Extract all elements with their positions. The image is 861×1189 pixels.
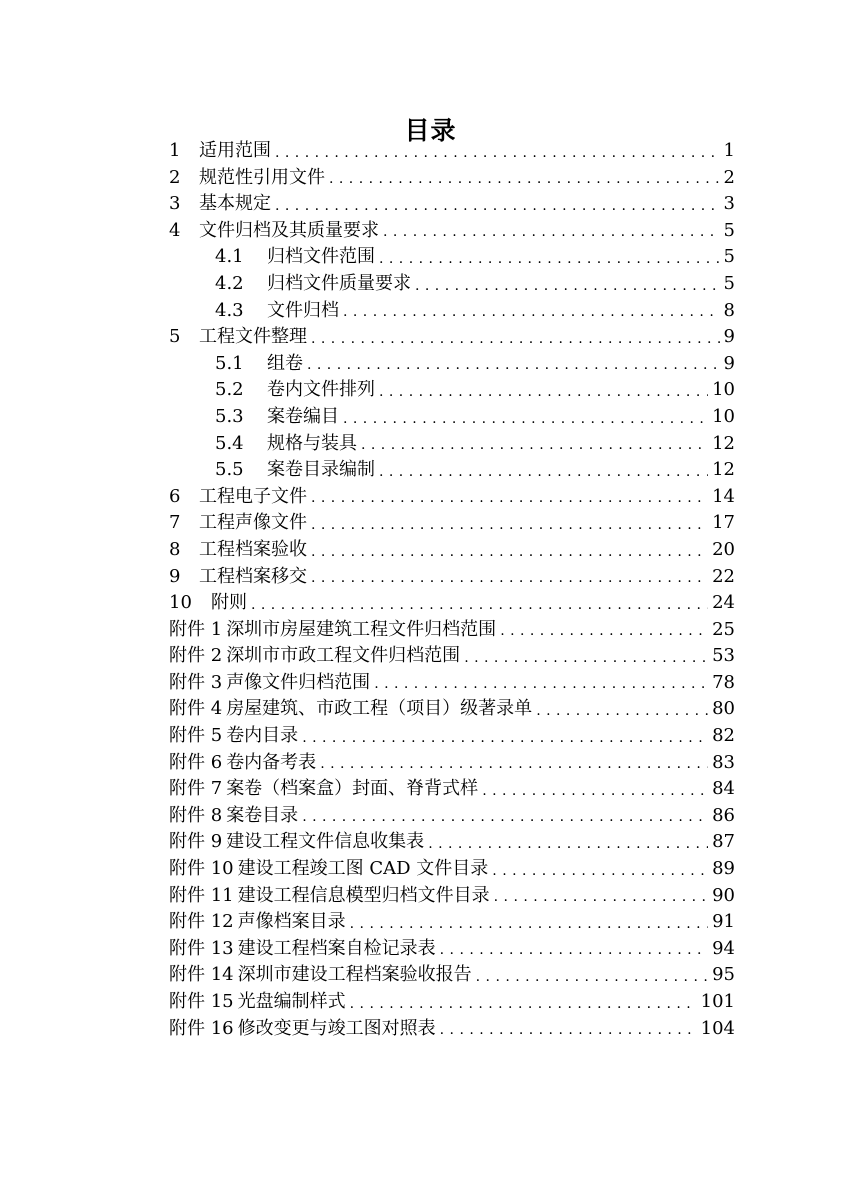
toc-dot-leader (428, 829, 708, 856)
toc-entry[interactable] (169, 537, 735, 564)
toc-entry-number: 附件 7 (169, 778, 223, 800)
toc-entry-page-number: 2 (723, 166, 735, 188)
toc-entry-number: 4.1 (215, 246, 244, 268)
toc-entry-page-number: 87 (712, 831, 735, 853)
toc-entry[interactable] (169, 829, 735, 856)
toc-entry-number: 5.2 (215, 379, 244, 401)
toc-entry-page-number: 86 (712, 804, 735, 826)
toc-dot-leader (343, 404, 708, 431)
toc-dot-leader (415, 271, 720, 298)
toc-entry-title: 声像档案目录 (237, 911, 346, 933)
toc-entry-title: 基本规定 (199, 193, 271, 215)
toc-entry-title: 归档文件范围 (267, 246, 375, 268)
toc-dot-leader (482, 776, 708, 803)
toc-entry-title: 深圳市房屋建筑工程文件归档范围 (226, 618, 497, 640)
toc-entry-title: 文件归档及其质量要求 (199, 219, 379, 241)
toc-entry[interactable] (169, 324, 735, 351)
toc-entry[interactable] (169, 803, 735, 830)
toc-entry-page-number: 94 (712, 937, 735, 959)
toc-entry-title: 归档文件质量要求 (267, 272, 411, 294)
toc-entry-number: 1 (169, 140, 181, 161)
toc-entry[interactable] (169, 244, 735, 271)
toc-entry-page-number: 104 (700, 1017, 735, 1039)
toc-entry[interactable] (169, 962, 735, 989)
toc-entry-page-number: 1 (723, 140, 735, 161)
toc-entry-title: 深圳市建设工程档案验收报告 (237, 964, 472, 986)
toc-entry-page-number: 10 (712, 379, 735, 401)
toc-entry[interactable] (169, 484, 735, 511)
toc-entry[interactable] (169, 696, 735, 723)
toc-entry[interactable] (169, 723, 735, 750)
toc-entry-number: 2 (169, 166, 181, 188)
toc-entry-number: 6 (169, 485, 181, 507)
toc-entry-title: 工程档案验收 (199, 538, 307, 560)
toc-dot-leader (311, 564, 708, 591)
toc-entry[interactable] (169, 138, 735, 165)
toc-entry-title: 建设工程信息模型归档文件目录 (237, 884, 490, 906)
toc-entry-page-number: 95 (712, 964, 735, 986)
toc-entry-page-number: 5 (723, 246, 735, 268)
toc-entry[interactable] (169, 883, 735, 910)
toc-dot-leader (379, 244, 720, 271)
toc-entry[interactable] (169, 165, 735, 192)
toc-entry[interactable] (169, 351, 735, 378)
toc-entry[interactable] (169, 377, 735, 404)
toc-entry-page-number: 83 (712, 751, 735, 773)
toc-dot-leader (492, 856, 708, 883)
toc-dot-leader (440, 936, 708, 963)
toc-entry-page-number: 12 (712, 432, 735, 454)
table-of-contents (169, 138, 735, 1042)
toc-entry[interactable] (169, 191, 735, 218)
toc-entry-number: 8 (169, 538, 181, 560)
toc-entry-title: 卷内备考表 (226, 751, 317, 773)
toc-dot-leader (379, 377, 708, 404)
toc-dot-leader (311, 324, 720, 351)
toc-entry[interactable] (169, 457, 735, 484)
toc-entry-page-number: 91 (712, 911, 735, 933)
toc-dot-leader (536, 696, 708, 723)
toc-entry-number: 附件 10 (169, 858, 234, 880)
toc-dot-leader (383, 218, 720, 245)
toc-entry[interactable] (169, 776, 735, 803)
toc-entry[interactable] (169, 856, 735, 883)
toc-entry-page-number: 89 (712, 858, 735, 880)
toc-dot-leader (476, 962, 708, 989)
toc-entry-page-number: 53 (712, 645, 735, 667)
toc-dot-leader (311, 537, 708, 564)
toc-entry-number: 5.5 (215, 459, 244, 481)
toc-entry-number: 附件 12 (169, 911, 234, 933)
toc-entry-title: 建设工程档案自检记录表 (237, 937, 436, 959)
toc-entry-number: 附件 2 (169, 645, 223, 667)
toc-dot-leader (361, 431, 708, 458)
toc-entry-title: 规格与装具 (267, 432, 357, 454)
toc-entry-title: 附则 (211, 592, 247, 614)
toc-dot-leader (311, 484, 708, 511)
toc-entry-number: 4.3 (215, 299, 244, 321)
toc-entry[interactable] (169, 617, 735, 644)
toc-entry-number: 5.3 (215, 405, 244, 427)
toc-entry-number: 附件 8 (169, 804, 223, 826)
toc-entry-title: 规范性引用文件 (199, 166, 325, 188)
toc-dot-leader (350, 989, 697, 1016)
toc-entry-title: 光盘编制样式 (237, 991, 346, 1012)
toc-entry-number: 9 (169, 565, 181, 587)
toc-entry-title: 工程档案移交 (199, 565, 307, 587)
toc-entry-number: 附件 14 (169, 964, 234, 986)
toc-entry-number: 附件 13 (169, 937, 234, 959)
toc-entry-page-number: 14 (712, 485, 735, 507)
toc-dot-leader (329, 165, 720, 192)
toc-entry-page-number: 10 (712, 405, 735, 427)
toc-entry-number: 附件 4 (169, 698, 223, 720)
toc-title: 目录 (404, 115, 457, 145)
toc-entry-number: 10 (169, 592, 192, 614)
toc-entry[interactable] (169, 271, 735, 298)
toc-entry-page-number: 8 (723, 299, 735, 321)
toc-entry[interactable] (169, 564, 735, 591)
toc-dot-leader (307, 351, 720, 378)
toc-entry-title: 声像文件归档范围 (226, 671, 371, 693)
toc-dot-leader (464, 643, 708, 670)
toc-dot-leader (500, 617, 708, 644)
toc-entry[interactable] (169, 750, 735, 777)
toc-entry-title: 工程电子文件 (199, 485, 307, 507)
toc-entry-number: 附件 9 (169, 831, 223, 853)
toc-entry-page-number: 9 (723, 326, 735, 348)
toc-entry-page-number: 82 (712, 725, 735, 747)
toc-entry[interactable] (169, 936, 735, 963)
toc-entry-page-number: 101 (700, 991, 735, 1012)
toc-entry-page-number: 84 (712, 778, 735, 800)
toc-entry[interactable] (169, 1016, 735, 1043)
toc-entry-number: 7 (169, 512, 181, 534)
toc-dot-leader (350, 909, 708, 936)
toc-entry-page-number: 24 (712, 592, 735, 614)
toc-entry-number: 附件 5 (169, 725, 223, 747)
toc-entry-page-number: 20 (712, 538, 735, 560)
toc-entry[interactable] (169, 643, 735, 670)
toc-entry-title: 案卷（档案盒）封面、脊背式样 (226, 778, 479, 800)
toc-entry-number: 附件 11 (169, 884, 234, 906)
toc-entry-number: 5.4 (215, 432, 244, 454)
toc-entry-page-number: 25 (712, 618, 735, 640)
toc-dot-leader (311, 510, 708, 537)
toc-entry-page-number: 3 (723, 193, 735, 215)
toc-entry-number: 附件 6 (169, 751, 223, 773)
toc-dot-leader (494, 883, 708, 910)
toc-entry-page-number: 90 (712, 884, 735, 906)
toc-entry[interactable] (169, 218, 735, 245)
toc-entry-page-number: 80 (712, 698, 735, 720)
toc-entry-title: 建设工程文件信息收集表 (226, 831, 425, 853)
toc-dot-leader (275, 138, 720, 165)
toc-entry-title: 工程声像文件 (199, 512, 307, 534)
toc-entry-number: 附件 15 (169, 991, 234, 1012)
toc-entry-title: 案卷编目 (267, 405, 339, 427)
toc-entry-number: 5 (169, 326, 181, 348)
toc-entry[interactable] (169, 431, 735, 458)
toc-dot-leader (275, 191, 720, 218)
toc-entry-title: 修改变更与竣工图对照表 (237, 1017, 436, 1039)
toc-dot-leader (440, 1016, 697, 1043)
toc-dot-leader (302, 723, 708, 750)
toc-entry-page-number: 5 (723, 219, 735, 241)
toc-entry[interactable] (169, 404, 735, 431)
toc-entry-page-number: 78 (712, 671, 735, 693)
toc-entry-page-number: 22 (712, 565, 735, 587)
toc-entry-number: 附件 3 (169, 671, 223, 693)
toc-entry[interactable] (169, 989, 735, 1016)
toc-entry-number: 附件 1 (169, 618, 223, 640)
toc-entry-number: 4.2 (215, 272, 244, 294)
toc-entry-title: 卷内文件排列 (267, 379, 375, 401)
toc-entry-title: 案卷目录编制 (267, 459, 375, 481)
toc-entry-title: 建设工程竣工图 CAD 文件目录 (237, 858, 489, 880)
toc-entry[interactable] (169, 909, 735, 936)
toc-entry-page-number: 12 (712, 459, 735, 481)
toc-dot-leader (302, 803, 708, 830)
toc-entry-title: 卷内目录 (226, 725, 299, 747)
toc-dot-leader (251, 590, 708, 617)
toc-entry-number: 5.1 (215, 352, 244, 374)
toc-entry-title: 适用范围 (199, 140, 271, 161)
toc-entry-number: 4 (169, 219, 181, 241)
toc-entry-number: 附件 16 (169, 1017, 234, 1039)
toc-entry-title: 深圳市市政工程文件归档范围 (226, 645, 461, 667)
toc-entry[interactable] (169, 510, 735, 537)
toc-entry-page-number: 17 (712, 512, 735, 534)
toc-entry[interactable] (169, 590, 735, 617)
toc-entry-number: 3 (169, 193, 181, 215)
toc-dot-leader (343, 298, 720, 325)
toc-entry[interactable] (169, 670, 735, 697)
toc-entry-title: 工程文件整理 (199, 326, 307, 348)
toc-entry-title: 案卷目录 (226, 804, 299, 826)
toc-dot-leader (374, 670, 708, 697)
toc-dot-leader (320, 750, 708, 777)
toc-entry[interactable] (169, 298, 735, 325)
toc-entry-title: 文件归档 (267, 299, 339, 321)
toc-entry-page-number: 9 (723, 352, 735, 374)
toc-entry-title: 组卷 (267, 352, 303, 374)
toc-entry-title: 房屋建筑、市政工程（项目）级著录单 (226, 698, 533, 720)
toc-entry-page-number: 5 (723, 272, 735, 294)
toc-dot-leader (379, 457, 708, 484)
